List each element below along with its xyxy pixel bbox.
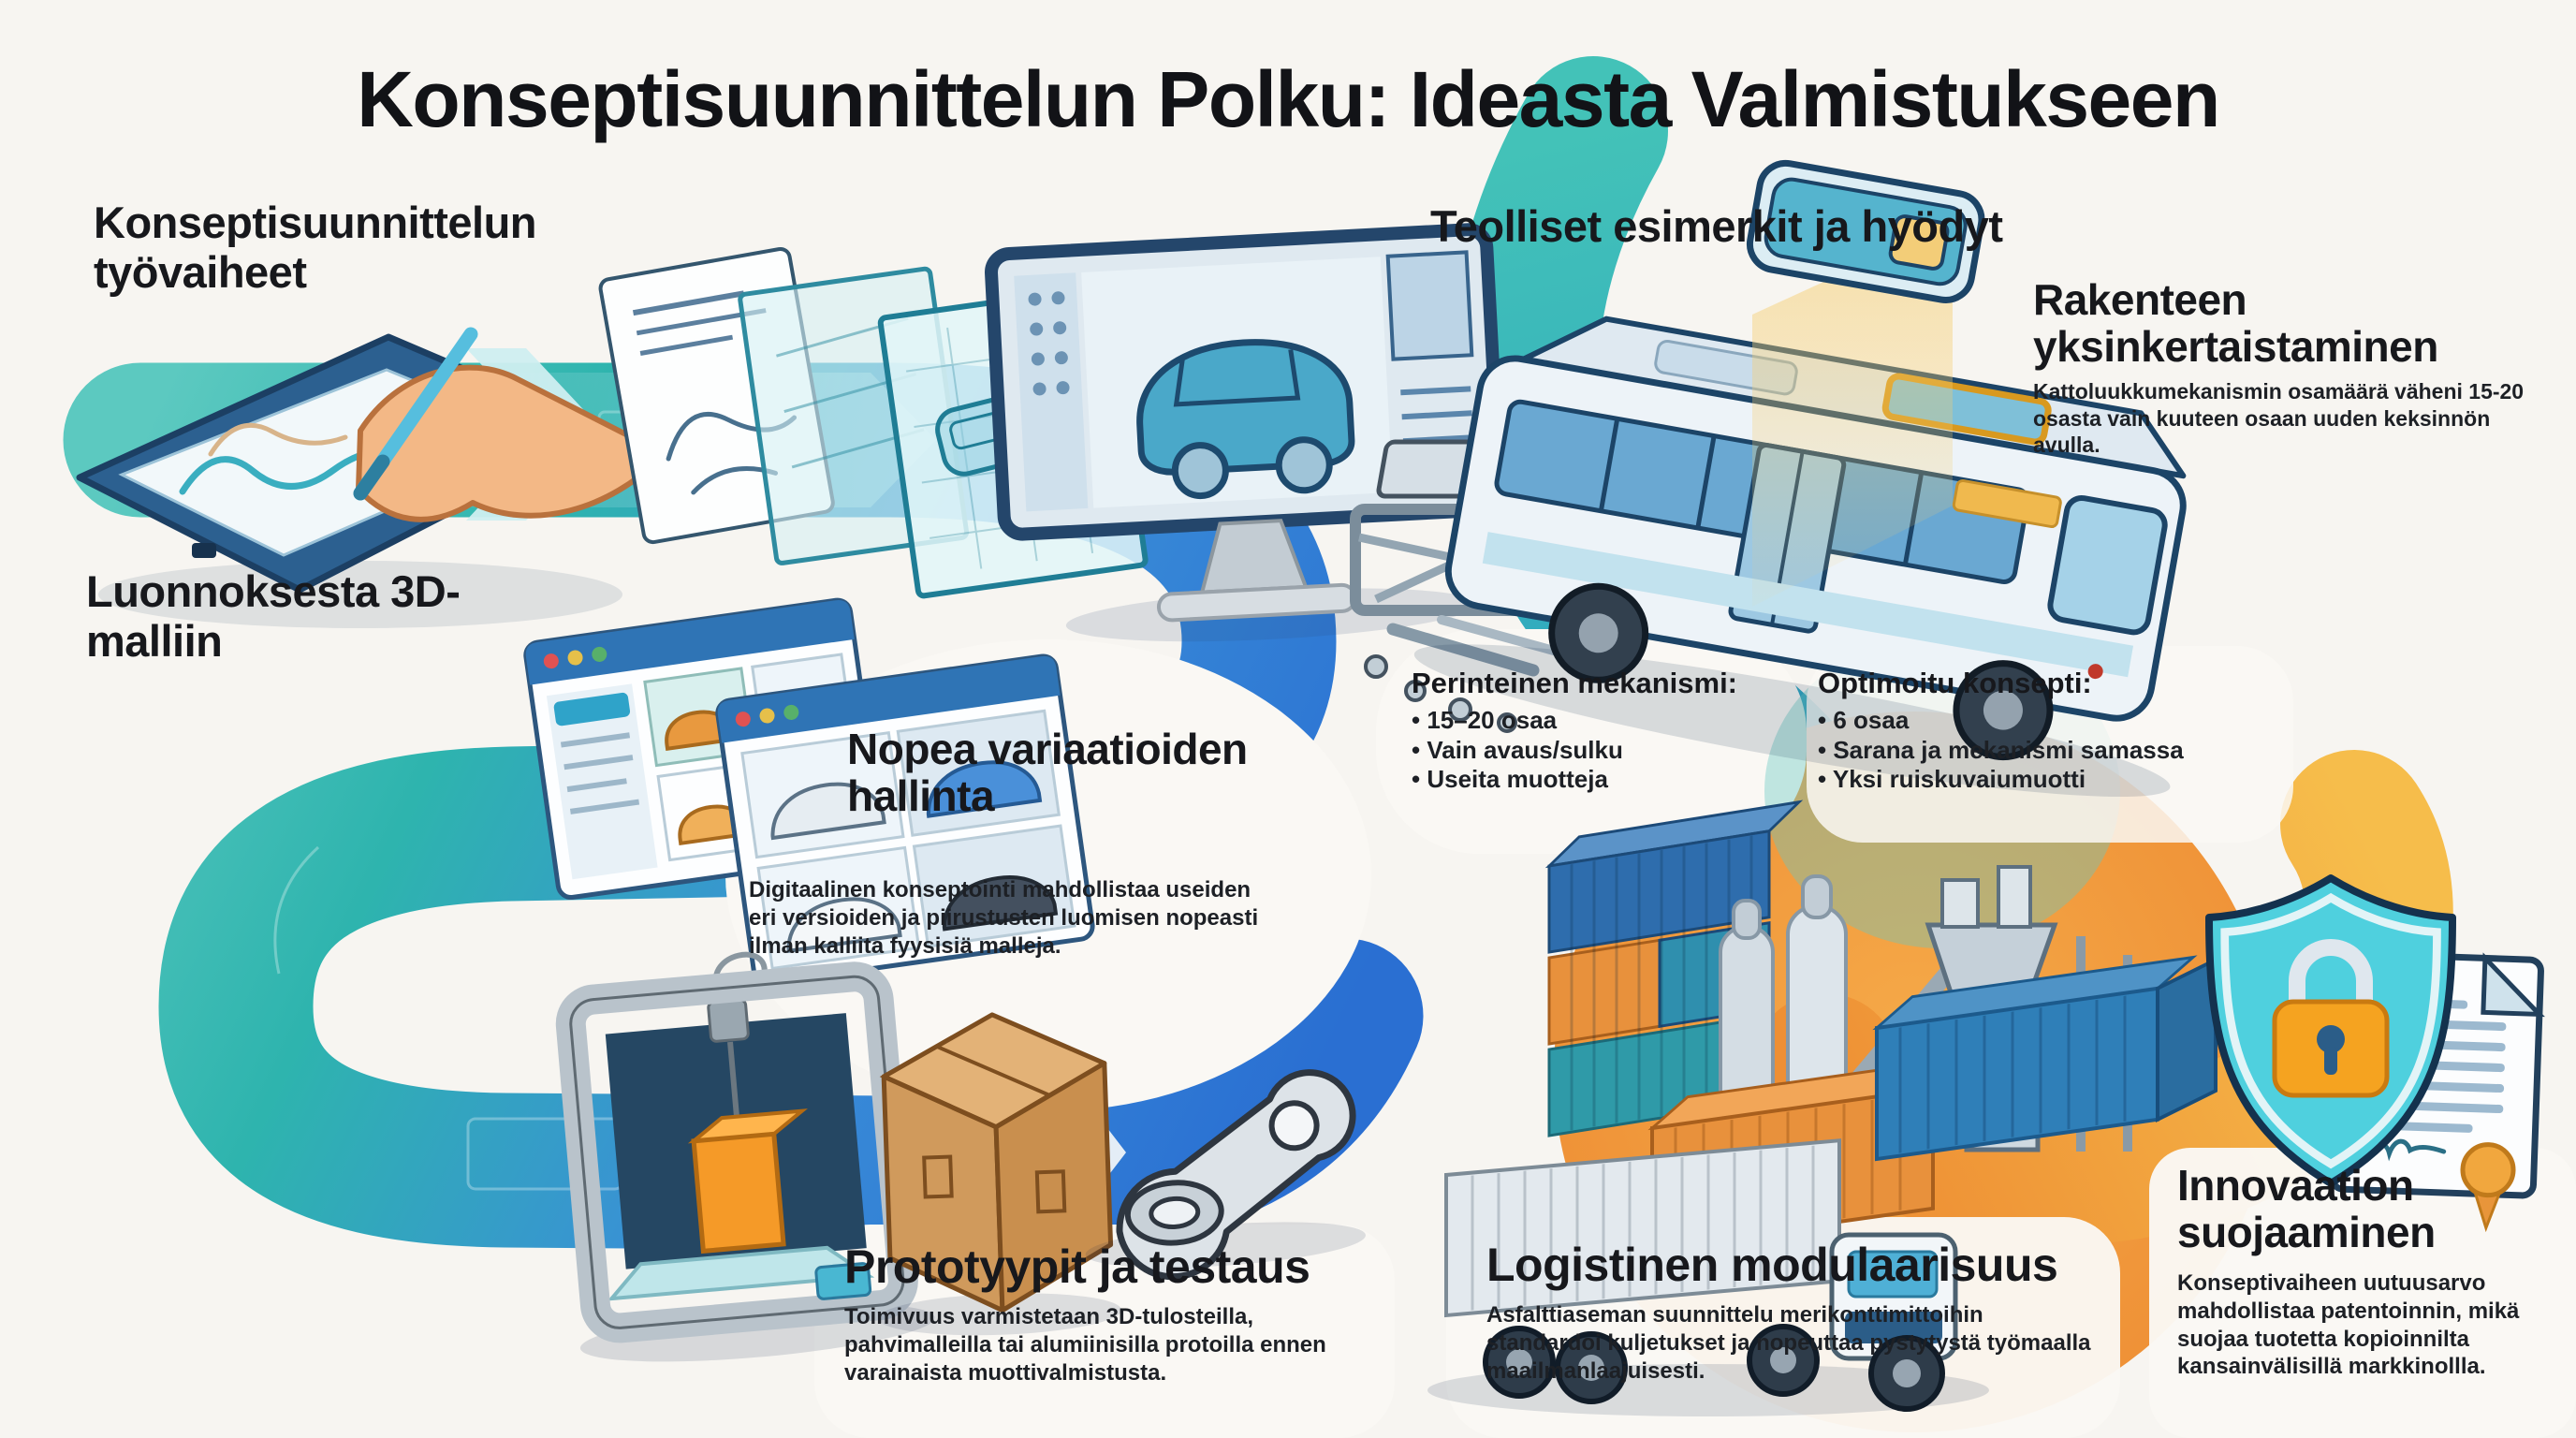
innovation-body: Konseptivaiheen uutuusarvo mahdollistaa patentoinnin, mikä suojaa tuotetta kopioinnilta kansainvälisillä markkinollla.: [2177, 1270, 2520, 1380]
variations-body: Digitaalinen konseptointi mahdollistaa useiden eri versioiden ja piirustusten luomisen nopeasti ilman kalliita fyysisiä malleja.: [749, 877, 1259, 959]
list-item: • Useita muotteja: [1412, 765, 1814, 795]
prototypes-heading: Prototyypit ja testaus: [844, 1240, 1310, 1293]
traditional-mechanism-heading: Perinteinen mekanismi:: [1412, 667, 1738, 699]
structure-heading: Rakenteen yksinkertaistaminen: [2033, 275, 2438, 371]
list-item: • 15–20 osaa: [1412, 706, 1814, 736]
list-item: • Sarana ja mekanismi samassa: [1818, 736, 2267, 766]
traditional-mechanism-list: [1412, 667, 1814, 795]
logistics-heading: Logistinen modulaarisuus: [1486, 1239, 2058, 1291]
list-item: • Yksi ruiskuvaiumuotti: [1818, 765, 2267, 795]
page-title: Konseptisuunnittelun Polku: Ideasta Valmistukseen: [357, 55, 2219, 143]
sketch-to-model-heading: Luonnoksesta 3D-malliin: [86, 566, 461, 666]
optimized-concept-items: [1818, 706, 2267, 795]
optimized-concept-heading: Optimoitu konsepti:: [1818, 667, 2092, 699]
traditional-mechanism-items: [1412, 706, 1814, 795]
prototypes-body: Toimivuus varmistetaan 3D-tulosteilla, pahvimalleilla tai alumiinisilla protoilla ennen varainaista muottivalmistusta.: [844, 1304, 1326, 1386]
workflow-heading: Konseptisuunnittelun työvaiheet: [94, 198, 537, 297]
structure-body: Kattoluukkumekanismin osamäärä väheni 15-20 osasta vain kuuteen osaan uuden keksinnön avulla.: [2033, 379, 2525, 458]
innovation-heading: Innovaation suojaaminen: [2177, 1161, 2436, 1256]
variations-heading: Nopea variaatioiden hallinta: [847, 725, 1248, 820]
logistics-body: Asfalttiaseman suunnittelu merikonttimittoihin standardoi kuljetukset ja nopeuttaa pystytystä työmaalla maailmanlaajuisesti.: [1486, 1302, 2091, 1384]
list-item: • Vain avaus/sulku: [1412, 736, 1814, 766]
list-item: • 6 osaa: [1818, 706, 2267, 736]
optimized-concept-list: [1818, 667, 2267, 795]
industrial-heading: Teolliset esimerkit ja hyödyt: [1430, 201, 2003, 251]
